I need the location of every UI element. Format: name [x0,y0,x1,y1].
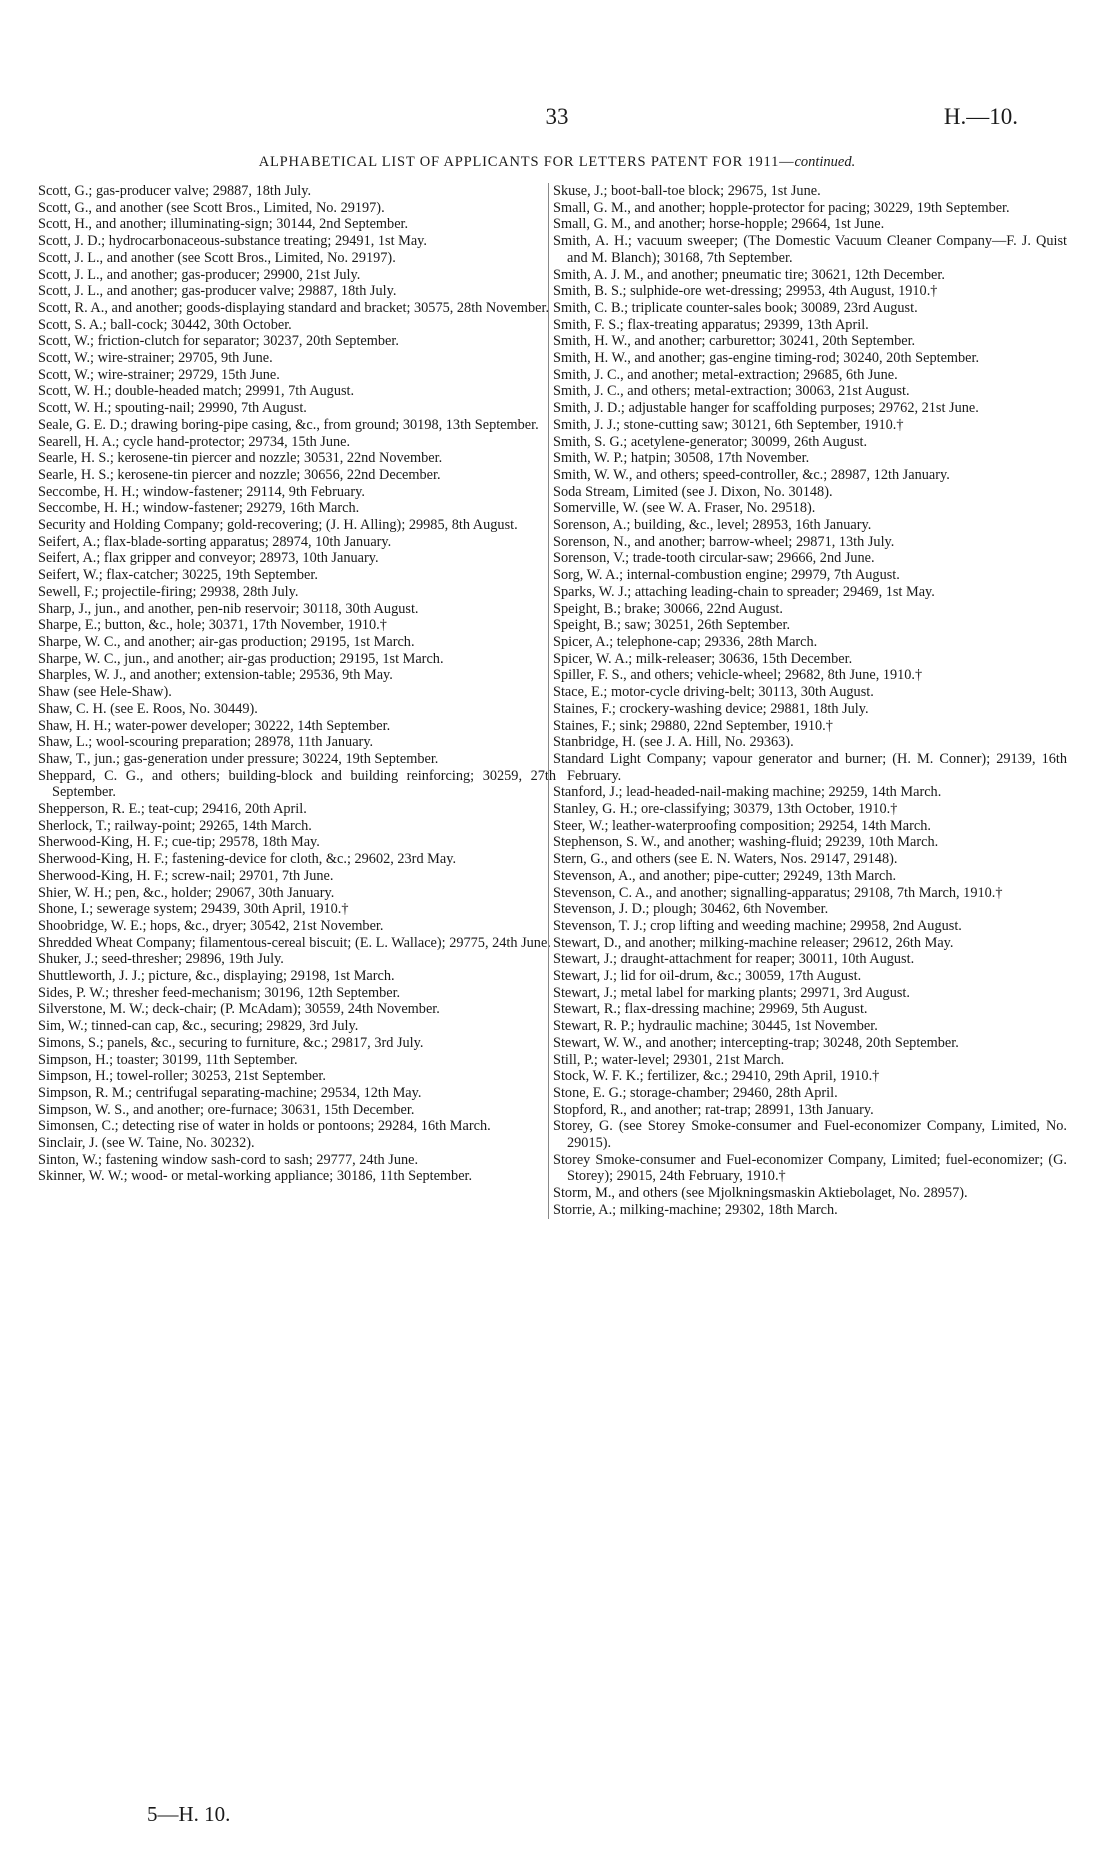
list-entry: Small, G. M., and another; hopple-protector for pacing; 30229, 19th September. [553,199,1010,216]
heading-title: ALPHABETICAL LIST OF APPLICANTS FOR LETTERS PATENT FOR 1911— [258,154,795,170]
list-entry: Searle, H. S.; kerosene-tin piercer and nozzle; 30656, 22nd December. [38,466,441,483]
list-entry: Scott, G.; gas-producer valve; 29887, 18th July. [38,183,312,199]
list-entry: Soda Stream, Limited (see J. Dixon, No. 30148). [553,483,833,500]
list-entry: Smith, J. J.; stone-cutting saw; 30121, 6th September, 1910.† [553,416,904,433]
list-entry: Smith, W. P.; hatpin; 30508, 17th November. [553,450,810,467]
left-column [38,183,556,1185]
list-entry: Smith, C. B.; triplicate counter-sales book; 30089, 23rd August. [553,299,918,316]
list-entry: Scott, W. H.; double-headed match; 29991, 7th August. [38,383,355,400]
list-entry: Scott, W. H.; spouting-nail; 29990, 7th August. [38,400,307,417]
list-entry: Smith, A. J. M., and another; pneumatic tire; 30621, 12th December. [553,266,945,283]
list-entry: Stewart, R.; flax-dressing machine; 29969, 5th August. [553,1001,868,1018]
list-entry: Simpson, R. M.; centrifugal separating-machine; 29534, 12th May. [38,1084,422,1101]
list-entry: Scott, W.; wire-strainer; 29705, 9th June. [38,350,273,367]
list-entry: Scott, R. A., and another; goods-displaying standard and bracket; 30575, 28th November. [38,299,550,316]
list-entry: Stevenson, T. J.; crop lifting and weeding machine; 29958, 2nd August. [553,917,962,934]
list-entry: Sherwood-King, H. F.; fastening-device for cloth, &c.; 29602, 23rd May. [38,851,457,868]
list-entry: Speight, B.; saw; 30251, 26th September. [553,617,791,634]
list-entry: Sheppard, C. G., and others; building-block and building reinforcing; 30259, 27th September. [38,767,556,801]
list-entry: Standard Light Company; vapour generator and burner; (H. M. Conner); 29139, 16th February. [553,750,1067,784]
list-entry: Shaw, T., jun.; gas-generation under pressure; 30224, 19th September. [38,750,439,767]
list-entry: Shuker, J.; seed-thresher; 29896, 19th July. [38,951,284,968]
list-entry: Stewart, J.; lid for oil-drum, &c.; 30059, 17th August. [553,968,862,985]
list-entry: Stopford, R., and another; rat-trap; 28991, 13th January. [553,1101,874,1118]
page-number: 33 [545,104,569,129]
list-entry: Stanley, G. H.; ore-classifying; 30379, 13th October, 1910.† [553,801,898,818]
list-entry: Seccombe, H. H.; window-fastener; 29279, 16th March. [38,500,360,517]
list-entry: Sewell, F.; projectile-firing; 29938, 28th July. [38,583,299,600]
heading-continued: continued. [794,154,856,170]
list-entry: Speight, B.; brake; 30066, 22nd August. [553,600,783,617]
list-entry: Security and Holding Company; gold-recovering; (J. H. Alling); 29985, 8th August. [38,517,518,534]
list-entry: Sharples, W. J., and another; extension-table; 29536, 9th May. [38,667,393,684]
list-entry: Sorenson, N., and another; barrow-wheel; 29871, 13th July. [553,533,895,550]
list-entry: Silverstone, M. W.; deck-chair; (P. McAdam); 30559, 24th November. [38,1001,440,1018]
list-entry: Smith, F. S.; flax-treating apparatus; 29399, 13th April. [553,316,869,333]
list-entry: Simpson, H.; toaster; 30199, 11th September. [38,1051,298,1068]
list-entry: Sharp, J., jun., and another, pen-nib reservoir; 30118, 30th August. [38,600,419,617]
list-entry: Scott, J. L., and another (see Scott Bros., Limited, No. 29197). [38,249,396,266]
document-code: H.—10. [943,104,1018,129]
list-entry: Smith, S. G.; acetylene-generator; 30099, 26th August. [553,433,868,450]
list-entry: Sparks, W. J.; attaching leading-chain to spreader; 29469, 1st May. [553,583,935,600]
list-entry: Stevenson, C. A., and another; signalling-apparatus; 29108, 7th March, 1910.† [553,884,1003,901]
list-entry: Shone, I.; sewerage system; 29439, 30th April, 1910.† [38,901,349,918]
list-entry: Simonsen, C.; detecting rise of water in holds or pontoons; 29284, 16th March. [38,1118,491,1135]
list-entry: Storm, M., and others (see Mjolkningsmaskin Aktiebolaget, No. 28957). [553,1185,968,1202]
list-entry: Sinclair, J. (see W. Taine, No. 30232). [38,1135,255,1152]
list-entry: Stone, E. G.; storage-chamber; 29460, 28th April. [553,1084,838,1101]
list-entry: Seifert, W.; flax-catcher; 30225, 19th September. [38,567,318,584]
list-entry: Shier, W. H.; pen, &c., holder; 29067, 30th January. [38,884,335,901]
list-entry: Searell, H. A.; cycle hand-protector; 29734, 15th June. [38,433,351,450]
page-heading [0,154,1114,171]
list-entry: Stanford, J.; lead-headed-nail-making machine; 29259, 14th March. [553,784,942,801]
list-entry: Smith, J. C., and another; metal-extraction; 29685, 6th June. [553,366,898,383]
list-entry: Scott, J. L., and another; gas-producer; 29900, 21st July. [38,266,361,283]
list-entry: Spiller, F. S., and others; vehicle-wheel; 29682, 8th June, 1910.† [553,667,923,684]
list-entry: Scott, G., and another (see Scott Bros., Limited, No. 29197). [38,199,385,216]
list-entry: Shaw, C. H. (see E. Roos, No. 30449). [38,700,258,717]
list-entry: Sim, W.; tinned-can cap, &c., securing; 29829, 3rd July. [38,1018,359,1035]
list-entry: Shuttleworth, J. J.; picture, &c., displaying; 29198, 1st March. [38,968,395,985]
list-entry: Stewart, W. W., and another; intercepting-trap; 30248, 20th September. [553,1034,959,1051]
list-entry: Stace, E.; motor-cycle driving-belt; 30113, 30th August. [553,684,874,701]
list-entry: Sherwood-King, H. F.; screw-nail; 29701, 7th June. [38,867,334,884]
list-entry: Stanbridge, H. (see J. A. Hill, No. 29363). [553,734,794,751]
right-column [548,183,1067,1219]
list-entry: Sorenson, A.; building, &c., level; 28953, 16th January. [553,517,872,534]
list-entry: Stevenson, A., and another; pipe-cutter; 29249, 13th March. [553,867,897,884]
list-entry: Sherlock, T.; railway-point; 29265, 14th March. [38,817,312,834]
list-entry: Stephenson, S. W., and another; washing-fluid; 29239, 10th March. [553,834,939,851]
list-entry: Shaw, L.; wool-scouring preparation; 28978, 11th January. [38,734,374,751]
list-entry: Shaw (see Hele-Shaw). [38,684,172,701]
list-entry: Shaw, H. H.; water-power developer; 30222, 14th September. [38,717,391,734]
list-entry: Small, G. M., and another; horse-hopple; 29664, 1st June. [553,216,885,233]
list-entry: Shepperson, R. E.; teat-cup; 29416, 20th April. [38,801,307,818]
list-entry: Stewart, J.; metal label for marking plants; 29971, 3rd August. [553,984,910,1001]
list-entry: Staines, F.; crockery-washing device; 29881, 18th July. [553,700,869,717]
list-entry: Smith, J. D.; adjustable hanger for scaffolding purposes; 29762, 21st June. [553,400,979,417]
list-entry: Simpson, H.; towel-roller; 30253, 21st September. [38,1068,326,1085]
list-entry: Scott, J. L., and another; gas-producer valve; 29887, 18th July. [38,283,397,300]
list-entry: Sharpe, W. C., jun., and another; air-gas production; 29195, 1st March. [38,650,444,667]
list-entry: Sherwood-King, H. F.; cue-tip; 29578, 18th May. [38,834,320,851]
list-entry: Scott, J. D.; hydrocarbonaceous-substance treating; 29491, 1st May. [38,233,427,250]
list-entry: Scott, W.; friction-clutch for separator; 30237, 20th September. [38,333,399,350]
list-entry: Scott, W.; wire-strainer; 29729, 15th June. [38,366,280,383]
list-entry: Shoobridge, W. E.; hops, &c., dryer; 30542, 21st November. [38,917,384,934]
list-entry: Smith, J. C., and others; metal-extraction; 30063, 21st August. [553,383,910,400]
list-entry: Sharpe, E.; button, &c., hole; 30371, 17th November, 1910.† [38,617,387,634]
list-entry: Sides, P. W.; thresher feed-mechanism; 30196, 12th September. [38,984,401,1001]
list-entry: Stern, G., and others (see E. N. Waters, Nos. 29147, 29148). [553,851,898,868]
list-entry: Skinner, W. W.; wood- or metal-working appliance; 30186, 11th September. [38,1168,473,1185]
list-entry: Sorg, W. A.; internal-combustion engine; 29979, 7th August. [553,567,900,584]
list-entry: Sinton, W.; fastening window sash-cord to sash; 29777, 24th June. [38,1151,419,1168]
list-entry: Shredded Wheat Company; filamentous-cereal biscuit; (E. L. Wallace); 29775, 24th June. [38,934,551,951]
list-entry: Smith, B. S.; sulphide-ore wet-dressing; 29953, 4th August, 1910.† [553,283,938,300]
list-entry: Still, P.; water-level; 29301, 21st March. [553,1051,785,1068]
list-entry: Storey Smoke-consumer and Fuel-economizer Company, Limited; fuel-economizer; (G. Storey); 29015, 24th February, 1910.† [553,1151,1067,1185]
list-entry: Scott, S. A.; ball-cock; 30442, 30th October. [38,316,292,333]
list-entry: Spicer, W. A.; milk-releaser; 30636, 15th December. [553,650,853,667]
list-entry: Stock, W. F. K.; fertilizer, &c.; 29410, 29th April, 1910.† [553,1068,880,1085]
list-entry: Scott, H., and another; illuminating-sign; 30144, 2nd September. [38,216,409,233]
list-entry: Seccombe, H. H.; window-fastener; 29114, 9th February. [38,483,365,500]
list-entry: Somerville, W. (see W. A. Fraser, No. 29518). [553,500,816,517]
list-entry: Seale, G. E. D.; drawing boring-pipe casing, &c., from ground; 30198, 13th September. [38,416,539,433]
list-entry: Stewart, D., and another; milking-machine releaser; 29612, 26th May. [553,934,954,951]
list-entry: Smith, A. H.; vacuum sweeper; (The Domestic Vacuum Cleaner Company—F. J. Quist and M. Blanch); 30168, 7th September. [553,233,1067,266]
list-entry: Smith, H. W., and another; carburettor; 30241, 20th September. [553,333,916,350]
list-entry: Spicer, A.; telephone-cap; 29336, 28th March. [553,633,818,650]
list-entry: Searle, H. S.; kerosene-tin piercer and nozzle; 30531, 22nd November. [38,450,443,467]
sheet-signature: 5—H. 10. [147,1802,231,1826]
list-entry: Storey, G. (see Storey Smoke-consumer and Fuel-economizer Company, Limited, No. 29015). [553,1118,1067,1152]
list-entry: Smith, W. W., and others; speed-controller, &c.; 28987, 12th January. [553,466,950,483]
list-entry: Smith, H. W., and another; gas-engine timing-rod; 30240, 20th September. [553,350,980,367]
list-entry: Stewart, R. P.; hydraulic machine; 30445, 1st November. [553,1018,878,1035]
list-entry: Steer, W.; leather-waterproofing composition; 29254, 14th March. [553,817,931,834]
list-entry: Staines, F.; sink; 29880, 22nd September, 1910.† [553,717,833,734]
list-entry: Skuse, J.; boot-ball-toe block; 29675, 1st June. [553,183,821,199]
list-entry: Stewart, J.; draught-attachment for reaper; 30011, 10th August. [553,951,915,968]
list-entry: Seifert, A.; flax-blade-sorting apparatus; 28974, 10th January. [38,533,392,550]
list-entry: Sorenson, V.; trade-tooth circular-saw; 29666, 2nd June. [553,550,875,567]
list-entry: Simons, S.; panels, &c., securing to furniture, &c.; 29817, 3rd July. [38,1034,424,1051]
list-entry: Stevenson, J. D.; plough; 30462, 6th November. [553,901,829,918]
list-entry: Seifert, A.; flax gripper and conveyor; 28973, 10th January. [38,550,379,567]
list-entry: Simpson, W. S., and another; ore-furnace; 30631, 15th December. [38,1101,415,1118]
list-entry: Sharpe, W. C., and another; air-gas production; 29195, 1st March. [38,633,415,650]
list-entry: Storrie, A.; milking-machine; 29302, 18th March. [553,1201,838,1218]
